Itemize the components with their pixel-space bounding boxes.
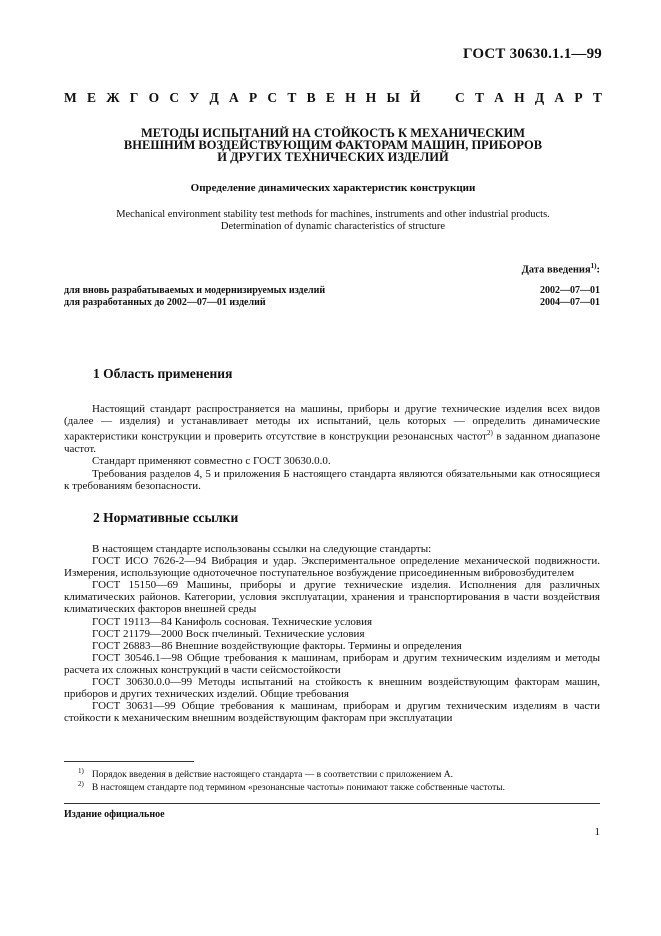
footnote-mark: 1) (590, 262, 597, 270)
heading-letter: А (554, 90, 565, 105)
heading-letter: Й (410, 90, 421, 105)
section-1-paragraph-3: Требования разделов 4, 5 и приложения Б настоящего стандарта являются обязательными как относящиеся к требованиям безопасности. (64, 467, 600, 492)
document-subtitle: Определение динамических характеристик конструкции (190, 182, 476, 194)
heading-letter: Р (574, 90, 583, 105)
title-line-1: МЕТОДЫ ИСПЫТАНИЙ НА СТОЙКОСТЬ К МЕХАНИЧЕСКИМ (140, 126, 526, 140)
reference-item: ГОСТ 21179—2000 Воск пчелиный. Технические условия (92, 627, 365, 640)
heading-letter: А (494, 90, 504, 105)
heading-letter: У (189, 90, 200, 105)
reference-item: ГОСТ ИСО 7626-2—94 Вибрация и удар. Экспериментальное определение механической подвижности. Измерения, использующие одноточечное поступательное возбуждение присоединенным вибровозбудителем (64, 555, 600, 580)
heading-letter: С (169, 90, 180, 105)
heading-letter: М (64, 90, 77, 105)
heading-letter: А (228, 90, 239, 105)
heading-letter: Н (345, 90, 356, 105)
date-row-value: 2004—07—01 (540, 297, 600, 308)
footnote-mark: 1) (78, 767, 84, 775)
heading-letter: Н (514, 90, 525, 105)
title-line-2: ВНЕШНИМ ВОЗДЕЙСТВУЮЩИМ ФАКТОРАМ МАШИН, ПРИБОРОВ (123, 138, 543, 152)
date-row-existing (64, 297, 600, 308)
heading-letter: Н (365, 90, 377, 105)
paragraph-text: Настоящий стандарт распространяется на машины, приборы и другие технические изделия всех видов (далее — изделия) и устанавливает методы их испытаний, цель которых — определить динамические характеристики конструкции и проверить отсутствие в конструкции резонансных частот (64, 403, 600, 444)
english-title-line-1: Mechanical environment stability test methods for machines, instruments and other industrial products. (116, 209, 550, 220)
date-heading-text: Дата введения (521, 264, 591, 276)
heading-letter: Ы (386, 90, 400, 105)
references-intro: В настоящем стандарте использованы ссылки на следующие стандарты: (92, 543, 432, 555)
title-line-3: И ДРУГИХ ТЕХНИЧЕСКИХ ИЗДЕЛИЙ (217, 150, 449, 164)
heading-letter: Г (129, 90, 139, 105)
english-title-line-2: Determination of dynamic characteristics of structure (220, 221, 446, 232)
heading-letter: Т (592, 90, 602, 105)
reference-item: ГОСТ 15150—69 Машины, приборы и другие технические изделия. Исполнения для различных климатических районов. Категории, условия эксплуатации, хранения и транспортирования в части воздействия климатических факторов внешней среды (64, 579, 600, 616)
footnote-text: В настоящем стандарте под термином «резонансные частоты» понимают также собственные частоты. (91, 783, 506, 794)
date-heading-colon: : (596, 264, 600, 276)
date-row-value: 2002—07—01 (540, 285, 600, 296)
heading-letter: Р (248, 90, 258, 105)
heading-letter: С (454, 90, 465, 105)
reference-item: ГОСТ 30631—99 Общие требования к машинам, приборам и другим техническим изделиям в части стойкости к механическим внешним воздействующим факторам при эксплуатации (64, 700, 600, 725)
footnote-mark: 2) (78, 780, 84, 788)
reference-item: ГОСТ 30630.0.0—99 Методы испытаний на стойкость к внешним воздействующим факторам машин, приборов и других технических изделий. Общие требования (64, 676, 600, 701)
section-2-heading: 2 Нормативные ссылки (93, 510, 239, 525)
date-row-new (64, 285, 600, 296)
edition-label: Издание официальное (64, 809, 165, 820)
reference-item: ГОСТ 30546.1—98 Общие требования к машинам, приборам и другим техническим изделиям и методы расчета их сложных конструкций в части сейсмостойкости (64, 651, 600, 676)
heading-letter: В (306, 90, 316, 105)
standard-type-heading (64, 90, 602, 106)
paragraph-text: в заданном диапазоне частот. (64, 431, 601, 456)
footnote-text: Порядок введения в действие настоящего стандарта — в соответствии с приложением А. (91, 770, 453, 781)
footer-divider (64, 803, 600, 804)
heading-letter: Е (86, 90, 96, 105)
section-1-paragraph-1 (64, 403, 600, 455)
date-row-label: для разработанных до 2002—07—01 изделий (64, 297, 266, 308)
section-1-heading: 1 Область применения (93, 366, 233, 381)
heading-word-gap (431, 90, 445, 106)
heading-letter: Д (209, 90, 219, 105)
reference-item: ГОСТ 26883—86 Внешние воздействующие факторы. Термины и определения (92, 639, 462, 652)
heading-letter: С (267, 90, 278, 105)
introduction-date-heading (522, 262, 600, 276)
english-title (64, 209, 602, 233)
heading-letter: Т (474, 90, 484, 105)
heading-letter: Ж (106, 90, 120, 105)
heading-letter: Д (534, 90, 545, 105)
section-1-paragraph-2: Стандарт применяют совместно с ГОСТ 30630.0.0. (92, 455, 331, 468)
footnote-mark: 2) (487, 429, 493, 438)
normative-references (64, 543, 600, 724)
section-1-body (64, 403, 600, 492)
heading-letter: Т (287, 90, 297, 105)
page-number: 1 (594, 826, 600, 838)
document-title (64, 127, 602, 163)
footnote-divider (64, 761, 194, 762)
heading-letter: О (148, 90, 160, 105)
heading-letter: Е (325, 90, 335, 105)
date-row-label: для вновь разрабатываемых и модернизируемых изделий (64, 285, 326, 296)
footnote-2 (64, 778, 600, 794)
reference-item: ГОСТ 19113—84 Канифоль сосновая. Технические условия (92, 615, 373, 628)
document-code: ГОСТ 30630.1.1—99 (462, 46, 602, 62)
